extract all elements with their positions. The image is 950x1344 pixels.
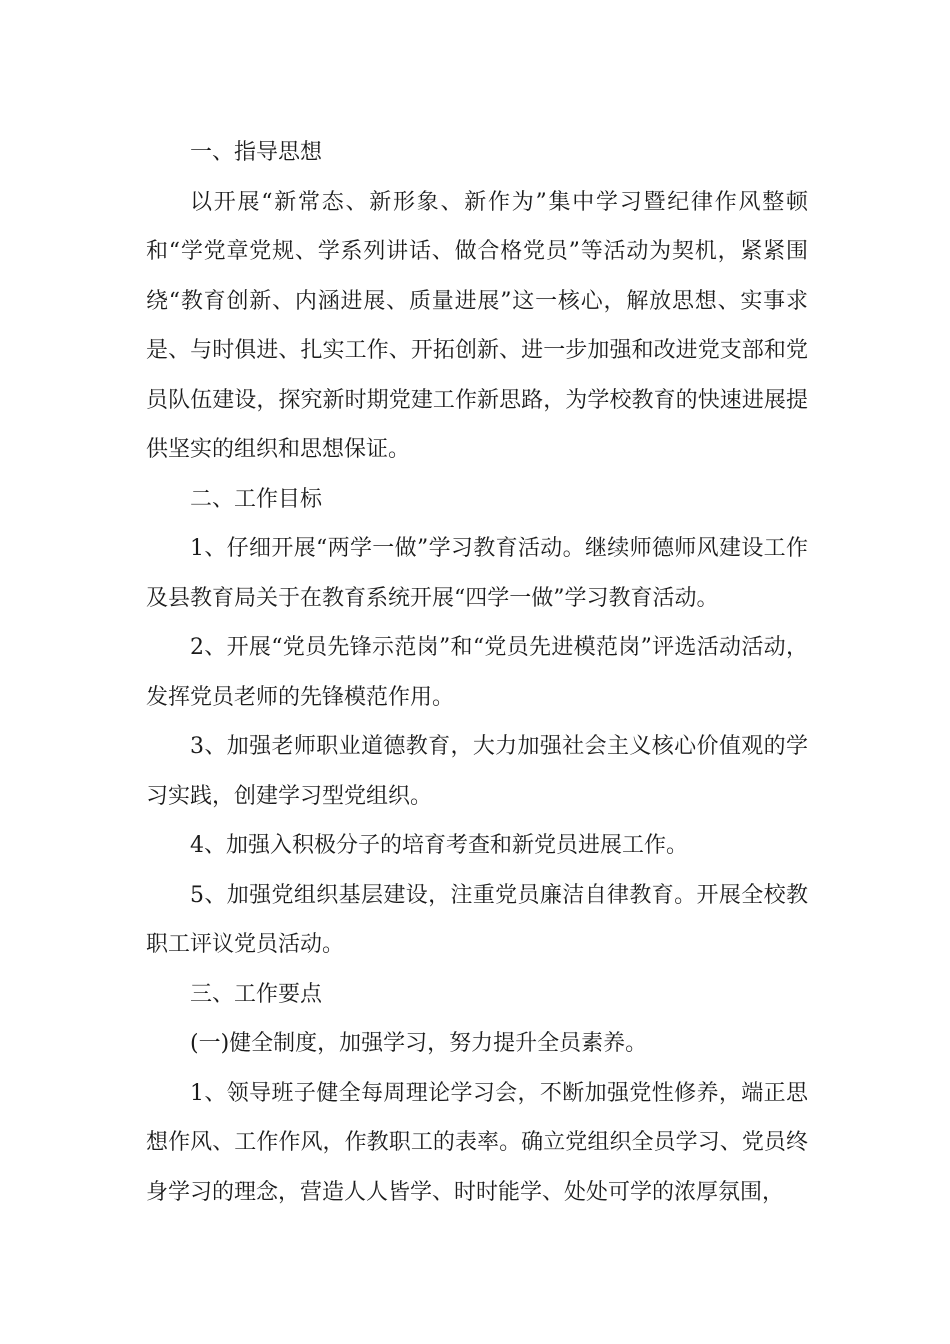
- paragraph-point-1: 1、领导班子健全每周理论学习会，不断加强党性修养，端正思想作风、工作作风，作教职工的表率。确立党组织全员学习、党员终身学习的理念，营造人人皆学、时时能学、处处可学的浓厚氛围，: [146, 1080, 808, 1205]
- section-heading-work-goals: 二、工作目标: [190, 486, 323, 512]
- paragraph-goal-2: 2、开展“党员先锋示范岗”和“党员先进模范岗”评选活动活动，发挥党员老师的先锋模范作用。: [146, 635, 808, 710]
- paragraph-goal-5: 5、加强党组织基层建设，注重党员廉洁自律教育。开展全校教职工评议党员活动。: [146, 882, 808, 957]
- document-body: [146, 128, 808, 1217]
- paragraph-guiding-ideology: 以开展“新常态、新形象、新作为”集中学习暨纪律作风整顿和“学党章党规、学系列讲话、做合格党员”等活动为契机，紧紧围绕“教育创新、内涵进展、质量进展”这一核心，解放思想、实事求是、与时俱进、扎实工作、开拓创新、进一步加强和改进党支部和党员队伍建设，探究新时期党建工作新思路，为学校教育的快速进展提供坚实的组织和思想保证。: [146, 189, 808, 462]
- paragraph-goal-3: 3、加强老师职业道德教育，大力加强社会主义核心价值观的学习实践，创建学习型党组织。: [146, 734, 808, 809]
- subsection-heading-1: (一)健全制度，加强学习，努力提升全员素养。: [190, 1031, 648, 1056]
- paragraph-goal-1: 1、仔细开展“两学一做”学习教育活动。继续师德师风建设工作及县教育局关于在教育系统开展“四学一做”学习教育活动。: [146, 536, 808, 611]
- section-heading-work-points: 三、工作要点: [190, 981, 323, 1007]
- paragraph-goal-4: 4、加强入积极分子的培育考查和新党员进展工作。: [190, 833, 688, 858]
- section-heading-guiding-ideology: 一、指导思想: [190, 140, 323, 165]
